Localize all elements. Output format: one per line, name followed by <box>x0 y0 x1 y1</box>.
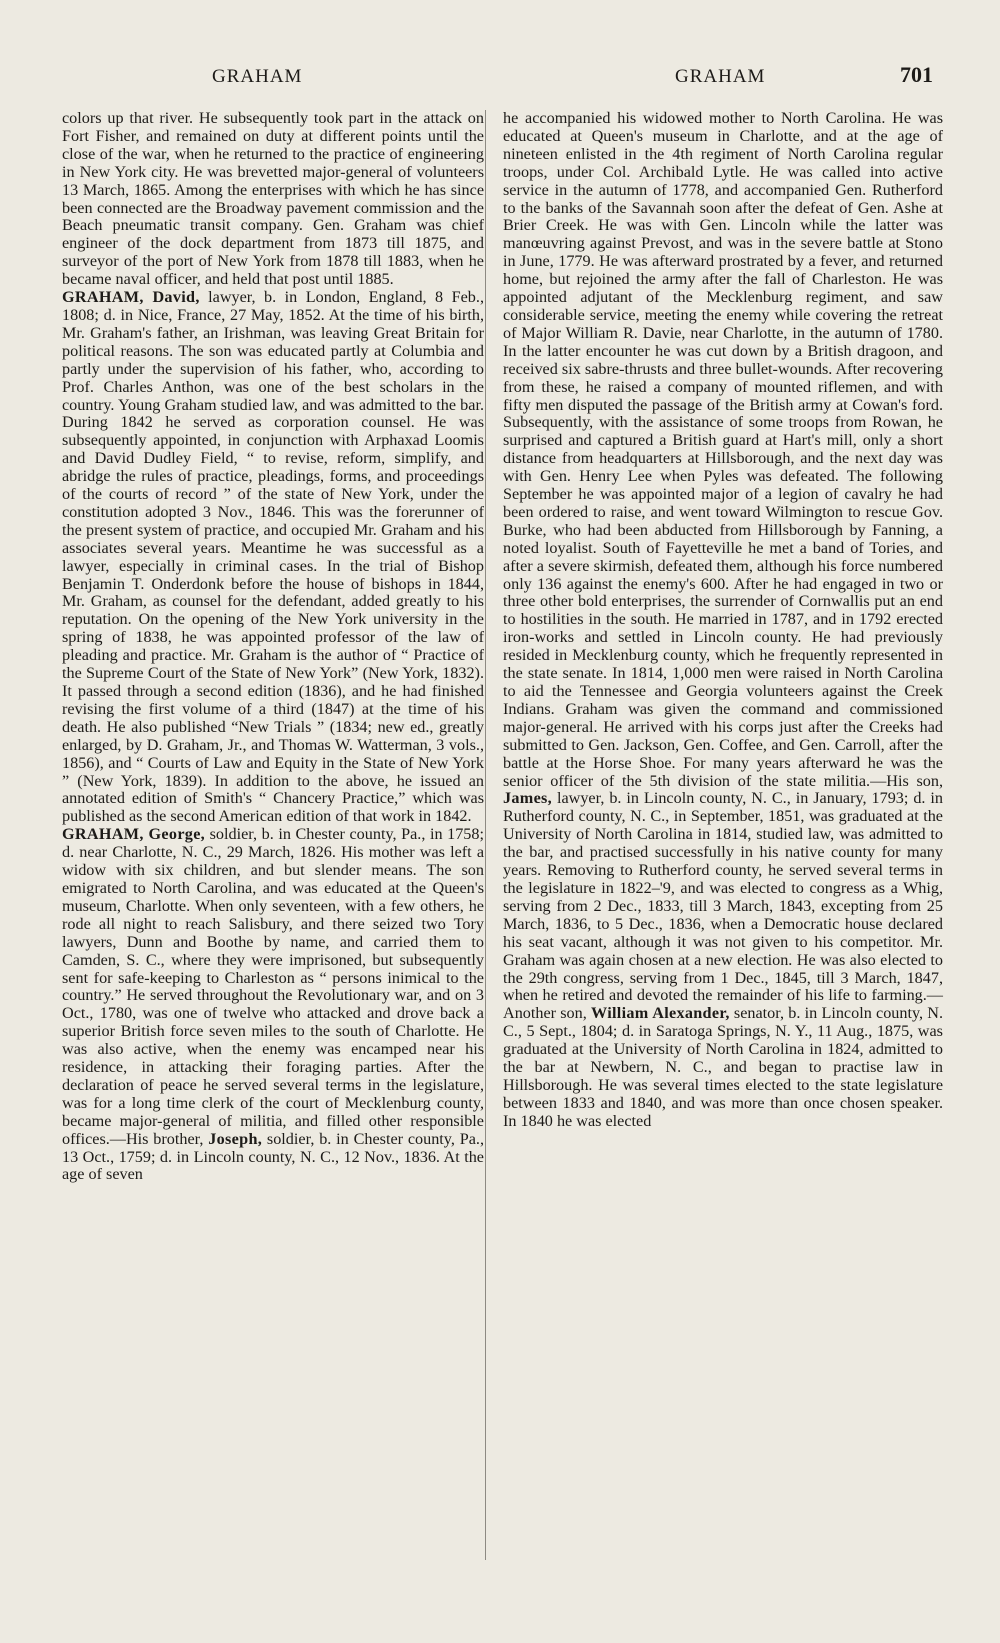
subentry-name-joseph: Joseph, <box>208 1129 263 1148</box>
subentry-name-james: James, <box>503 789 553 808</box>
headword-george: GRAHAM, George, <box>62 825 206 844</box>
entry-text: lawyer, b. in London, England, 8 Feb., 1808; d. in Nice, France, 27 May, 1852. At the time of his birth, Mr. Graham's father, an Irishman, was leaving Great Britain for political reasons. The son was educated partly at Columbia and partly under the supervision of his father, who, according to Prof. Charles Anthon, was one of the best scholars in the country. Young Graham studied law, and was admitted to the bar. During 1842 he served as corporation counsel. He was subsequently appointed, in conjunction with Arphaxad Loomis and David Dudley Field, “ to revise, reform, simplify, and abridge the rules of practice, pleadings, forms, and proceedings of the courts of record ” of the state of New York, under the constitution adopted 3 Nov., 1846. This was the forerunner of the present system of practice, and occupied Mr. Graham and his associates several years. Meantime he was successful as a lawyer, especially in criminal cases. In the trial of Bishop Benjamin T. Onderdonk before the house of bishops in 1844, Mr. Graham, as counsel for the defendant, added greatly to his reputation. On the opening of the New York university in the spring of 1838, he was appointed professor of the law of pleading and practice. Mr. Graham is the author of “ Practice of the Supreme Court of the State of New York” (New York, 1832). It passed through a second edition (1836), and he had finished revising the first volume of a third (1847) at the time of his death. He also published “New Trials ” (1834; new ed., greatly enlarged, by D. Graham, Jr., and Thomas W. Watterman, 3 vols., 1856), and “ Courts of Law and Equity in the State of New York ” (New York, 1839). In addition to the above, he issued an annotated edition of Smith's “ Chancery Practice,” which was published as the second American edition of that work in 1842. <box>62 288 484 826</box>
page-number: 701 <box>900 62 933 87</box>
entry-text: lawyer, b. in Lincoln county, N. C., in January, 1793; d. in Rutherford county, N. C., in September, 1851, was graduated at the University of North Carolina in 1814, studied law, was admitted to the bar, and practised successfully in his native county for many years. Removing to Rutherford county, he served several terms in the legislature in 1822–'9, and was elected to congress as a Whig, serving from 2 Dec., 1833, till 3 March, 1843, excepting from 25 March, 1836, to 5 Dec., 1836, when a Democratic house declared his seat vacant, although it was not given to his competitor. Mr. Graham was again chosen at a new election. He was also elected to the 29th congress, serving from 1 Dec., 1845, till 3 March, 1847, when he retired and devoted the remainder of his life to farming.—Another son, <box>503 789 943 1023</box>
entry-continuation <box>503 110 943 1131</box>
running-head-left: GRAHAM <box>212 66 303 87</box>
entry-george-graham <box>62 826 484 1184</box>
column-divider <box>485 110 486 1560</box>
right-column <box>503 110 943 1131</box>
running-head <box>0 62 1000 96</box>
entry-text: senator, b. in Lincoln county, N. C., 5 Sept., 1804; d. in Saratoga Springs, N. Y., 11 Aug., 1875, was graduated at the University of North Carolina in 1824, admitted to the bar at Newbern, N. C., and began to practise law in Hillsborough. He was several times elected to the state legislature between 1833 and 1840, and was more than once chosen speaker. In 1840 he was elected <box>503 1004 944 1130</box>
left-column <box>62 110 484 1184</box>
continued-paragraph: colors up that river. He subsequently took part in the attack on Fort Fisher, and remained on duty at different points until the close of the war, when he returned to the practice of engineering in New York city. He was brevetted major-general of volunteers 13 March, 1865. Among the enterprises with which he has since been connected are the Broadway pavement commission and the Beach pneumatic transit company. Gen. Graham was chief engineer of the dock department from 1873 till 1875, and surveyor of the port of New York from 1878 till 1883, when he became naval officer, and held that post until 1885. <box>62 109 484 289</box>
entry-text: he accompanied his widowed mother to North Carolina. He was educated at Queen's museum in Charlotte, and at the age of nineteen enlisted in the 4th regiment of North Carolina regular troops, under Col. Archibald Lytle. He was called into active service in the autumn of 1778, and accompanied Gen. Rutherford to the banks of the Savannah soon after the defeat of Gen. Ashe at Brier Creek. He was with Gen. Lincoln while the latter was manœuvring against Prevost, and was in the severe battle at Stono in June, 1779. He was afterward prostrated by a fever, and returned home, but rejoined the army after the fall of Charleston. He was appointed adjutant of the Mecklenburg regiment, and saw considerable service, meeting the enemy while covering the retreat of Major William R. Davie, near Charlotte, in the autumn of 1780. In the latter encounter he was cut down by a British dragoon, and received six sabre-thrusts and three bullet-wounds. After recovering from these, he raised a company of mounted riflemen, and with fifty men disputed the passage of the British army at Cowan's ford. Subsequently, with the assistance of some troops from Rowan, he surprised and captured a British guard at Hart's mill, only a short distance from headquarters at Hillsborough, and the next day was with Gen. Henry Lee when Pyles was defeated. The following September he was appointed major of a legion of cavalry he had been ordered to raise, and went toward Wilmington to rescue Gov. Burke, who had been abducted from Hillsborough by Fanning, a noted loyalist. South of Fayetteville he met a band of Tories, and after a severe skirmish, defeated them, although his force numbered only 136 against the enemy's 600. After he had engaged in two or three other bold enterprises, the surrender of Cornwallis put an end to hostilities in the south. He married in 1787, and in 1792 erected iron-works and settled in Lincoln county. He had previously resided in Mecklenburg county, which he frequently represented in the state senate. In 1814, 1,000 men were raised in North Carolina to aid the Tennessee and Georgia volunteers against the Creek Indians. Graham was given the command and commissioned major-general. He arrived with his corps just after the Creeks had submitted to Gen. Jackson, Gen. Coffee, and Gen. Carroll, after the battle at the Horse Shoe. For many years afterward he was the senior officer of the 5th division of the state militia.—His son, <box>503 109 943 790</box>
entry-text: soldier, b. in Chester county, Pa., 13 Oct., 1759; d. in Lincoln county, N. C., 12 Nov., 1836. At the age of seven <box>62 1129 484 1184</box>
subentry-name-william-alexander: William Alexander, <box>591 1004 730 1023</box>
entry-text: soldier, b. in Chester county, Pa., in 1758; d. near Charlotte, N. C., 29 March, 1826. His mother was left a widow with six children, and but slender means. The son emigrated to North Carolina, and was educated at the Queen's museum, Charlotte. When only seventeen, with a few others, he rode all night to reach Salisbury, and there seized two Tory lawyers, Dunn and Boothe by name, and carried them to Camden, S. C., where they were imprisoned, but subsequently sent for safe-keeping to Charleston as “ persons inimical to the country.” He served throughout the Revolutionary war, and on 3 Oct., 1780, was one of twelve who attacked and drove back a superior British force seven miles to the south of Charlotte. He was also active, when the enemy was encamped near his residence, in attacking their foraging parties. After the declaration of peace he served several terms in the legislature, was for a long time clerk of the court of Mecklenburg county, became major-general of militia, and filled other responsible offices.—His brother, <box>62 825 484 1148</box>
running-head-right: GRAHAM <box>675 66 766 87</box>
entry-david-graham <box>62 289 484 826</box>
headword-david: GRAHAM, David, <box>62 288 200 307</box>
